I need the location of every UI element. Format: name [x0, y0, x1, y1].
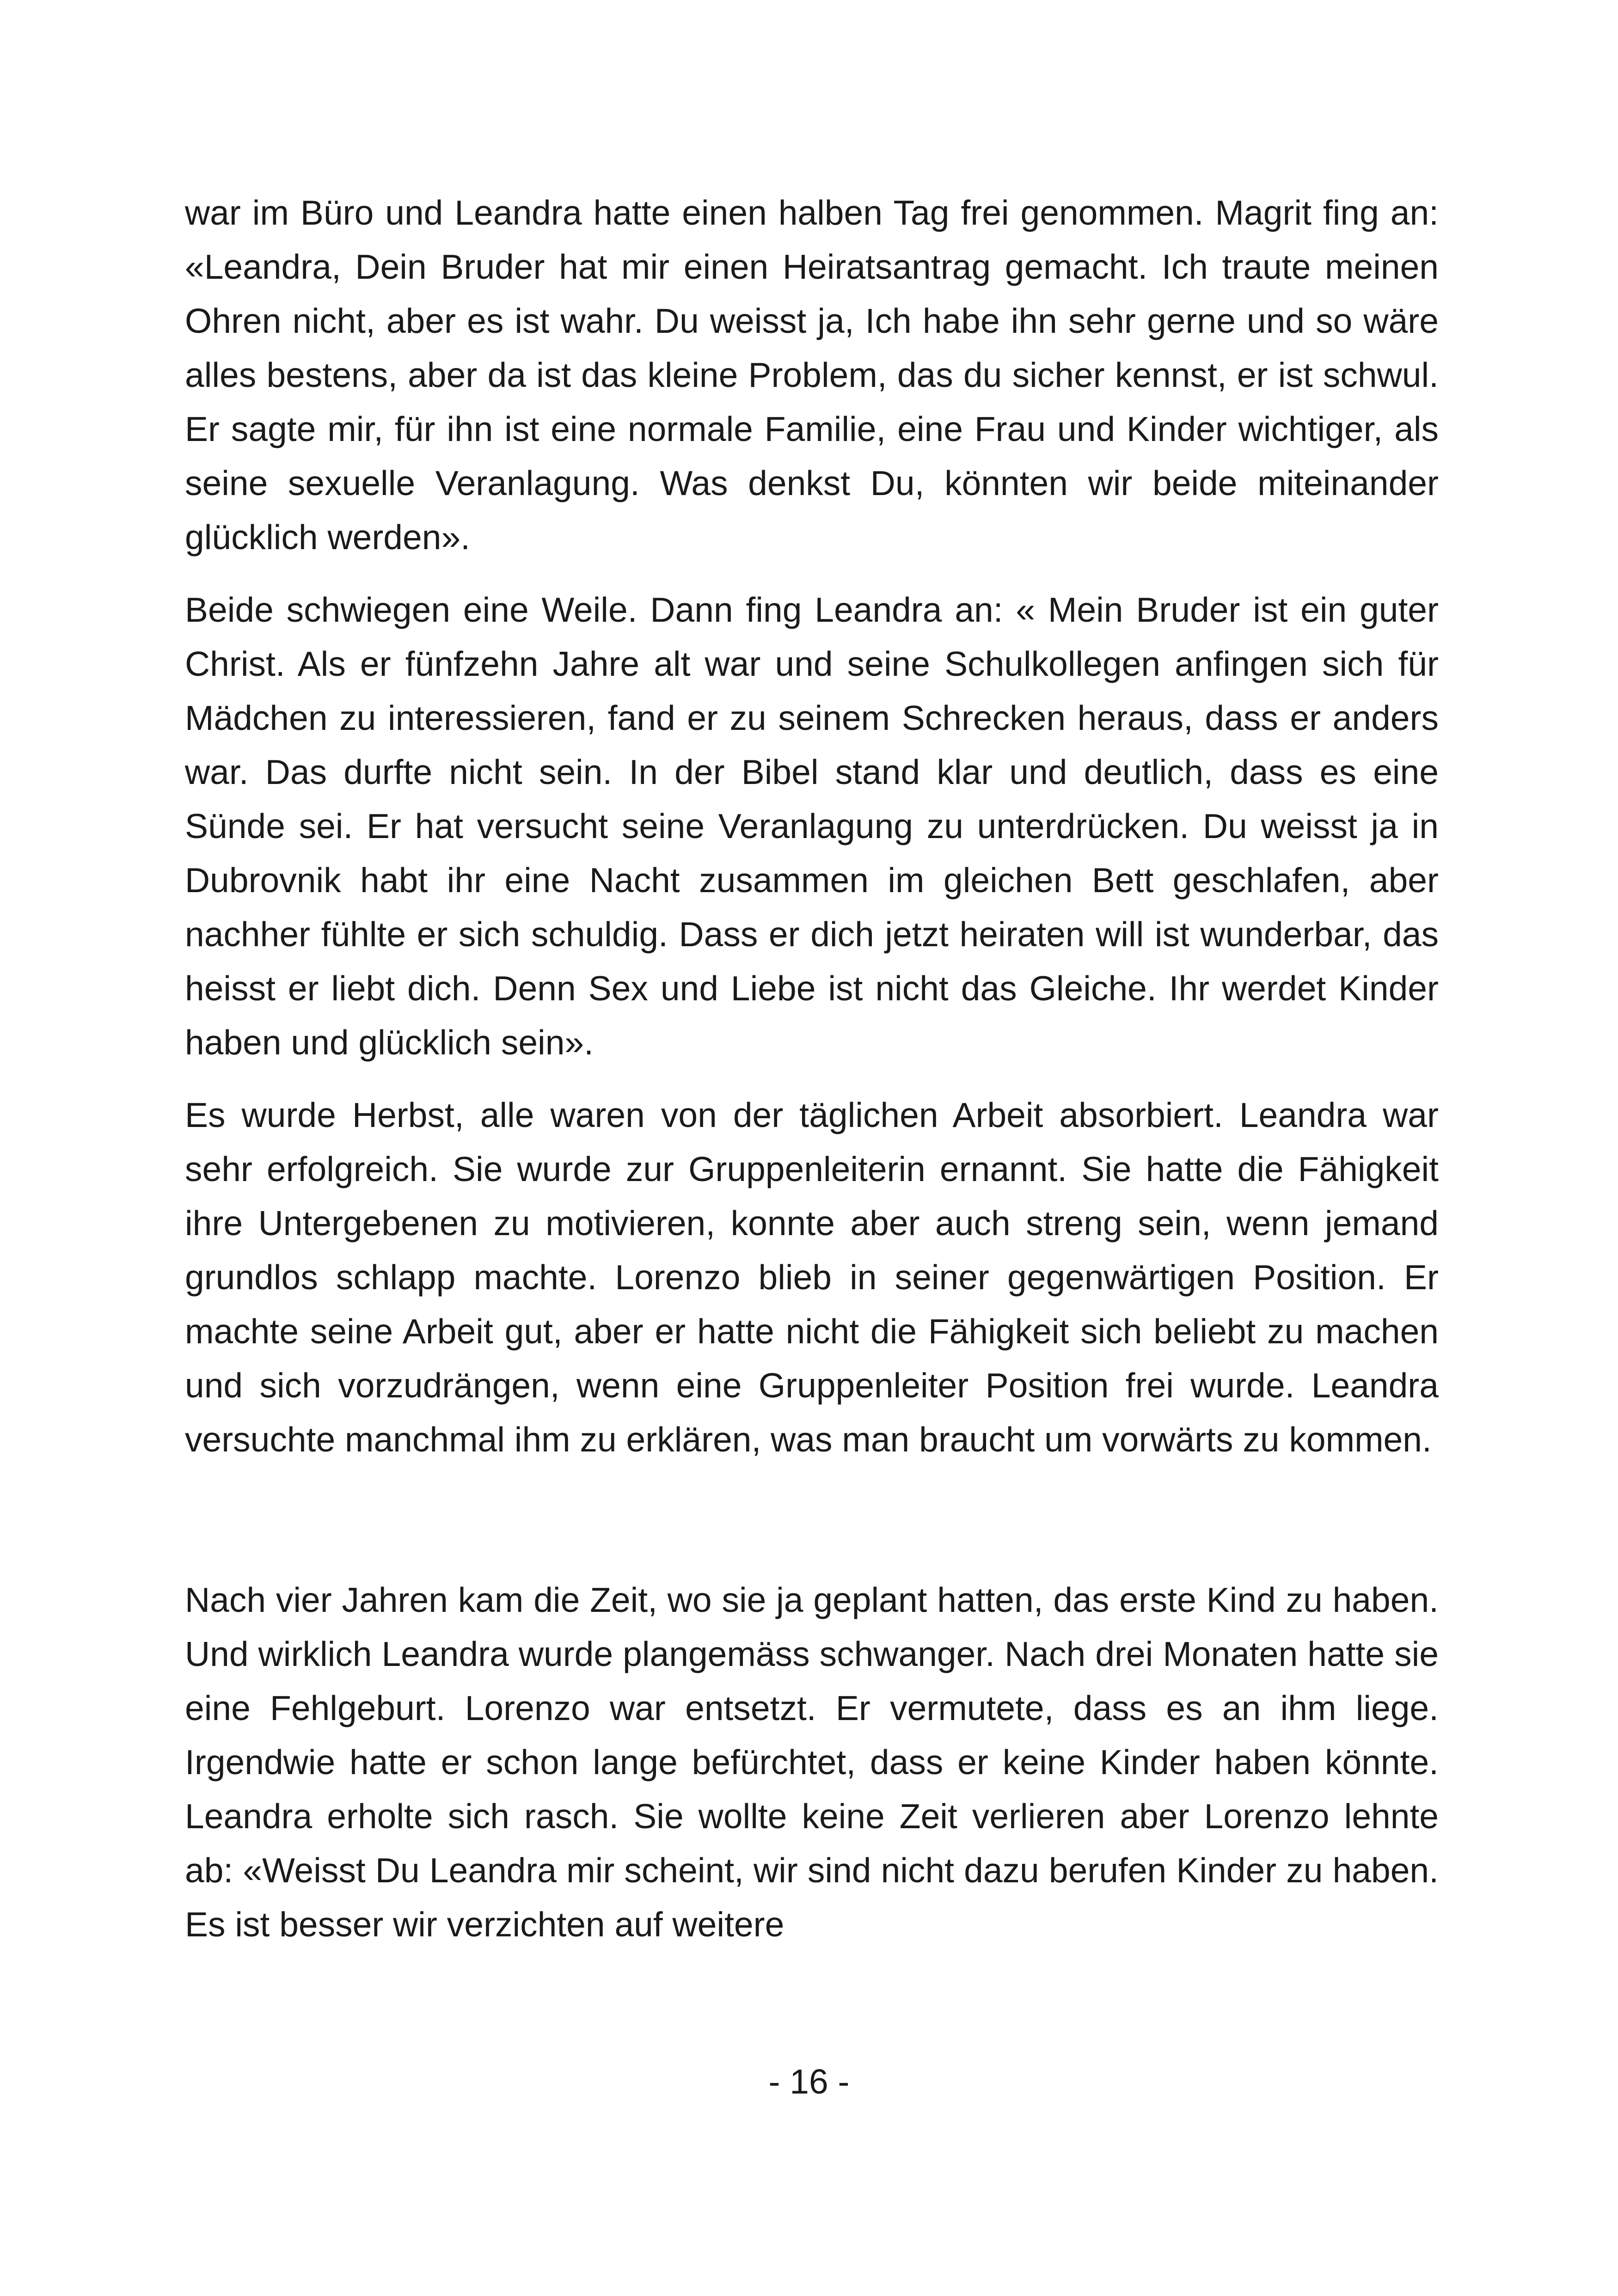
paragraph-2: Beide schwiegen eine Weile. Dann fing Leandra an: « Mein Bruder ist ein guter Christ. Als er fünfzehn Jahre alt war und seine Schulkollegen anfingen sich für Mädchen zu interessieren, fand er zu seinem Schrecken heraus, dass er anders war. Das durfte nicht sein. In der Bibel stand klar und deutlich, dass es eine Sünde sei. Er hat versucht seine Veranlagung zu unterdrücken. Du weisst ja in Dubrovnik habt ihr eine Nacht zusammen im gleichen Bett geschlafen, aber nachher fühlte er sich schuldig. Dass er dich jetzt heiraten will ist wunderbar, das heisst er liebt dich. Denn Sex und Liebe ist nicht das Gleiche. Ihr werdet Kinder haben und glücklich sein».: [185, 590, 1439, 1062]
page-number: - 16 -: [768, 2062, 850, 2101]
paragraph-4: Nach vier Jahren kam die Zeit, wo sie ja geplant hatten, das erste Kind zu haben. Und wirklich Leandra wurde plangemäss schwanger. Nach drei Monaten hatte sie eine Fehlgeburt. Lorenzo war entsetzt. Er vermutete, dass es an ihm liege. Irgendwie hatte er schon lange befürchtet, dass er keine Kinder haben könnte. Leandra erholte sich rasch. Sie wollte keine Zeit verlieren aber Lorenzo lehnte ab: «Weisst Du Leandra mir scheint, wir sind nicht dazu berufen Kinder zu haben. Es ist besser wir verzichten auf weitere: [185, 1580, 1439, 1944]
paragraph-1: war im Büro und Leandra hatte einen halben Tag frei genommen. Magrit fing an: «Leandra, Dein Bruder hat mir einen Heiratsantrag gemacht. Ich traute meinen Ohren nicht, aber es ist wahr. Du weisst ja, Ich habe ihn sehr gerne und so wäre alles bestens, aber da ist das kleine Problem, das du sicher kennst, er ist schwul. Er sagte mir, für ihn ist eine normale Familie, eine Frau und Kinder wichtiger, als seine sexuelle Veranlagung. Was denkst Du, könnten wir beide miteinander glücklich werden».: [185, 193, 1439, 557]
paragraph-3: Es wurde Herbst, alle waren von der täglichen Arbeit absorbiert. Leandra war sehr erfolgreich. Sie wurde zur Gruppenleiterin ernannt. Sie hatte die Fähigkeit ihre Untergebenen zu motivieren, konnte aber auch streng sein, wenn jemand grundlos schlapp machte. Lorenzo blieb in seiner gegenwärtigen Position. Er machte seine Arbeit gut, aber er hatte nicht die Fähigkeit sich beliebt zu machen und sich vorzudrängen, wenn eine Gruppenleiter Position frei wurde. Leandra versuchte manchmal ihm zu erklären, was man braucht um vorwärts zu kommen.: [185, 1096, 1439, 1459]
body-text: [185, 186, 1439, 1970]
